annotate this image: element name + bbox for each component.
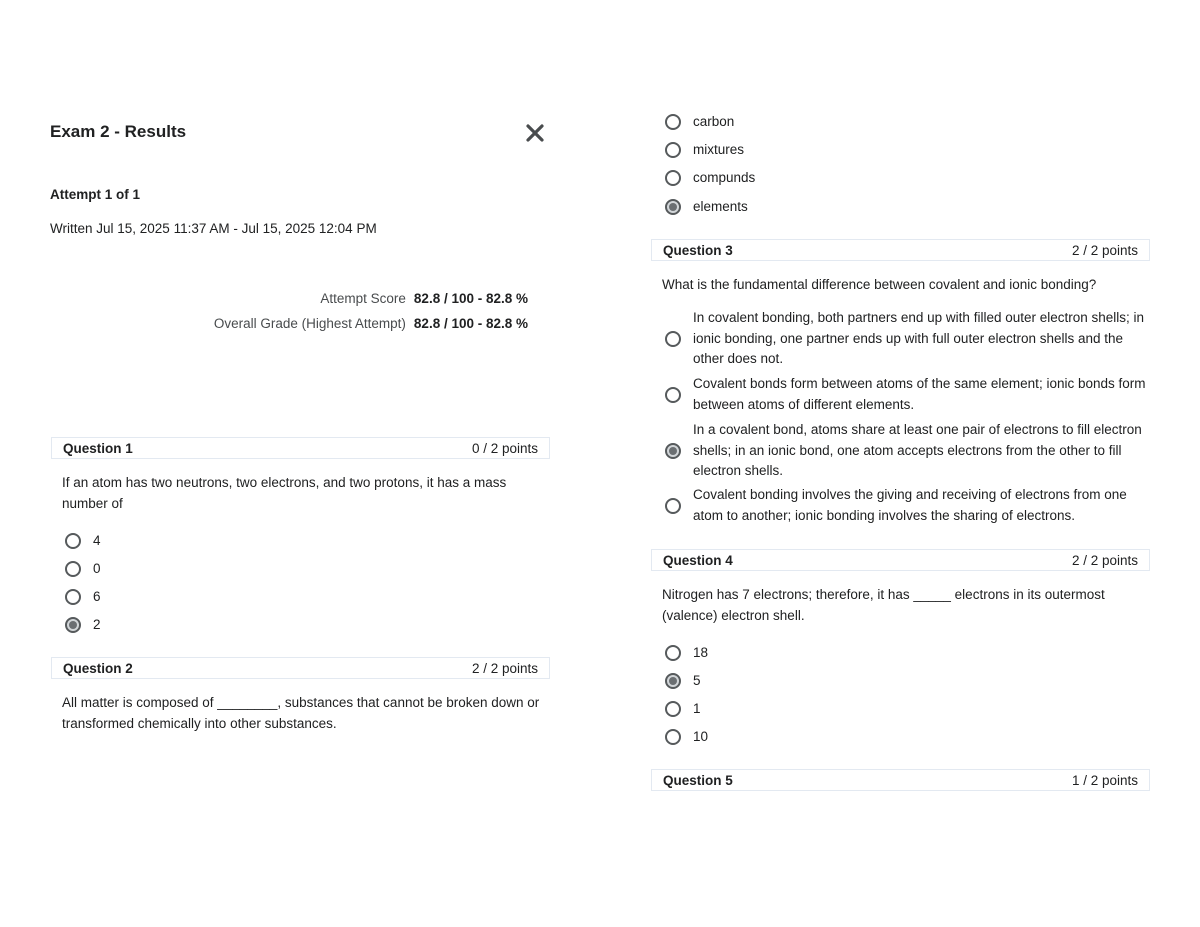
question-title: Question 5 (663, 772, 733, 788)
question-title: Question 2 (63, 660, 133, 676)
answer-option-label: 10 (693, 728, 709, 744)
radio-button[interactable] (665, 142, 681, 158)
radio-button[interactable] (65, 589, 81, 605)
answer-option-label: 1 (693, 700, 701, 716)
answer-option[interactable] (665, 374, 1150, 415)
answer-option-label: 0 (93, 560, 101, 576)
close-icon[interactable] (524, 122, 546, 144)
question-3-text: What is the fundamental difference between covalent and ionic bonding? (662, 277, 1097, 292)
radio-button[interactable] (665, 701, 681, 717)
question-1-header (51, 437, 550, 459)
answer-option-selected[interactable] (665, 671, 701, 691)
radio-button[interactable] (665, 645, 681, 661)
question-points: 1 / 2 points (1071, 772, 1138, 788)
overall-grade-label: Overall Grade (Highest Attempt) (213, 316, 406, 331)
answer-option[interactable] (665, 140, 744, 160)
overall-grade-value: 82.8 / 100 - 82.8 % (413, 316, 528, 331)
answer-option-label: 4 (93, 532, 101, 548)
answer-option[interactable] (665, 727, 708, 747)
radio-button[interactable] (665, 498, 681, 514)
answer-option[interactable] (665, 643, 708, 663)
radio-button[interactable] (665, 114, 681, 130)
question-points: 2 / 2 points (471, 660, 538, 676)
answer-option-selected[interactable] (65, 615, 101, 635)
answer-option-label: mixtures (693, 141, 745, 157)
answer-option-selected[interactable] (665, 420, 1150, 482)
question-title: Question 4 (663, 552, 733, 568)
radio-button[interactable] (665, 331, 681, 347)
answer-option[interactable] (665, 485, 1150, 526)
question-2-header (51, 657, 550, 679)
question-4-text: Nitrogen has 7 electrons; therefore, it has _____ electrons in its outermost (valence) electron shell. (662, 587, 1105, 623)
question-points: 2 / 2 points (1071, 242, 1138, 258)
answer-option-label: elements (693, 198, 748, 214)
radio-button[interactable] (665, 387, 681, 403)
attempt-score-label: Attempt Score (320, 291, 406, 306)
question-5-header (651, 769, 1150, 791)
radio-button-selected[interactable] (65, 617, 81, 633)
written-date: Written Jul 15, 2025 11:37 AM - Jul 15, 2025 12:04 PM (50, 221, 377, 236)
overall-grade-row (214, 316, 528, 331)
answer-option[interactable] (665, 168, 755, 188)
answer-option-label: 2 (93, 616, 101, 632)
question-4-header (651, 549, 1150, 571)
answer-option-label: In covalent bonding, both partners end up with filled outer electron shells; in ionic bonding, one partner ends up with full outer electron shells and the other does not. (693, 310, 1145, 366)
answer-option-selected[interactable] (665, 197, 748, 217)
answer-option-label: carbon (693, 113, 735, 129)
answer-option-label: Covalent bonds form between atoms of the same element; ionic bonds form between atoms of different elements. (693, 376, 1146, 412)
answer-option-label: 18 (693, 644, 709, 660)
radio-button[interactable] (65, 533, 81, 549)
radio-button[interactable] (665, 729, 681, 745)
answer-option[interactable] (65, 587, 101, 607)
page-title: Exam 2 - Results (50, 122, 187, 141)
question-1-text: If an atom has two neutrons, two electrons, and two protons, it has a mass number of (62, 475, 507, 511)
answer-option[interactable] (65, 531, 101, 551)
answer-option-label: In a covalent bond, atoms share at least one pair of electrons to fill electron shells; in an ionic bond, one atom accepts electrons from the other to fill electron shells. (693, 422, 1142, 478)
attempt-label: Attempt 1 of 1 (50, 187, 141, 202)
answer-option[interactable] (665, 699, 701, 719)
attempt-score-value: 82.8 / 100 - 82.8 % (413, 291, 528, 306)
answer-option[interactable] (65, 559, 101, 579)
attempt-score-row (320, 291, 528, 306)
answer-option-label: compunds (693, 169, 756, 185)
question-2-text: All matter is composed of ________, substances that cannot be broken down or transformed chemically into other substances. (62, 695, 540, 731)
question-points: 2 / 2 points (1071, 552, 1138, 568)
radio-button-selected[interactable] (665, 443, 681, 459)
radio-button[interactable] (65, 561, 81, 577)
answer-option-label: 6 (93, 588, 101, 604)
radio-button-selected[interactable] (665, 673, 681, 689)
answer-option-label: Covalent bonding involves the giving and receiving of electrons from one atom to another; ionic bonding involves the sharing of electrons. (693, 487, 1127, 523)
question-3-header (651, 239, 1150, 261)
question-title: Question 1 (63, 440, 133, 456)
answer-option[interactable] (665, 308, 1150, 370)
radio-button-selected[interactable] (665, 199, 681, 215)
question-title: Question 3 (663, 242, 733, 258)
answer-option-label: 5 (693, 672, 701, 688)
question-points: 0 / 2 points (471, 440, 538, 456)
answer-option[interactable] (665, 112, 734, 132)
radio-button[interactable] (665, 170, 681, 186)
